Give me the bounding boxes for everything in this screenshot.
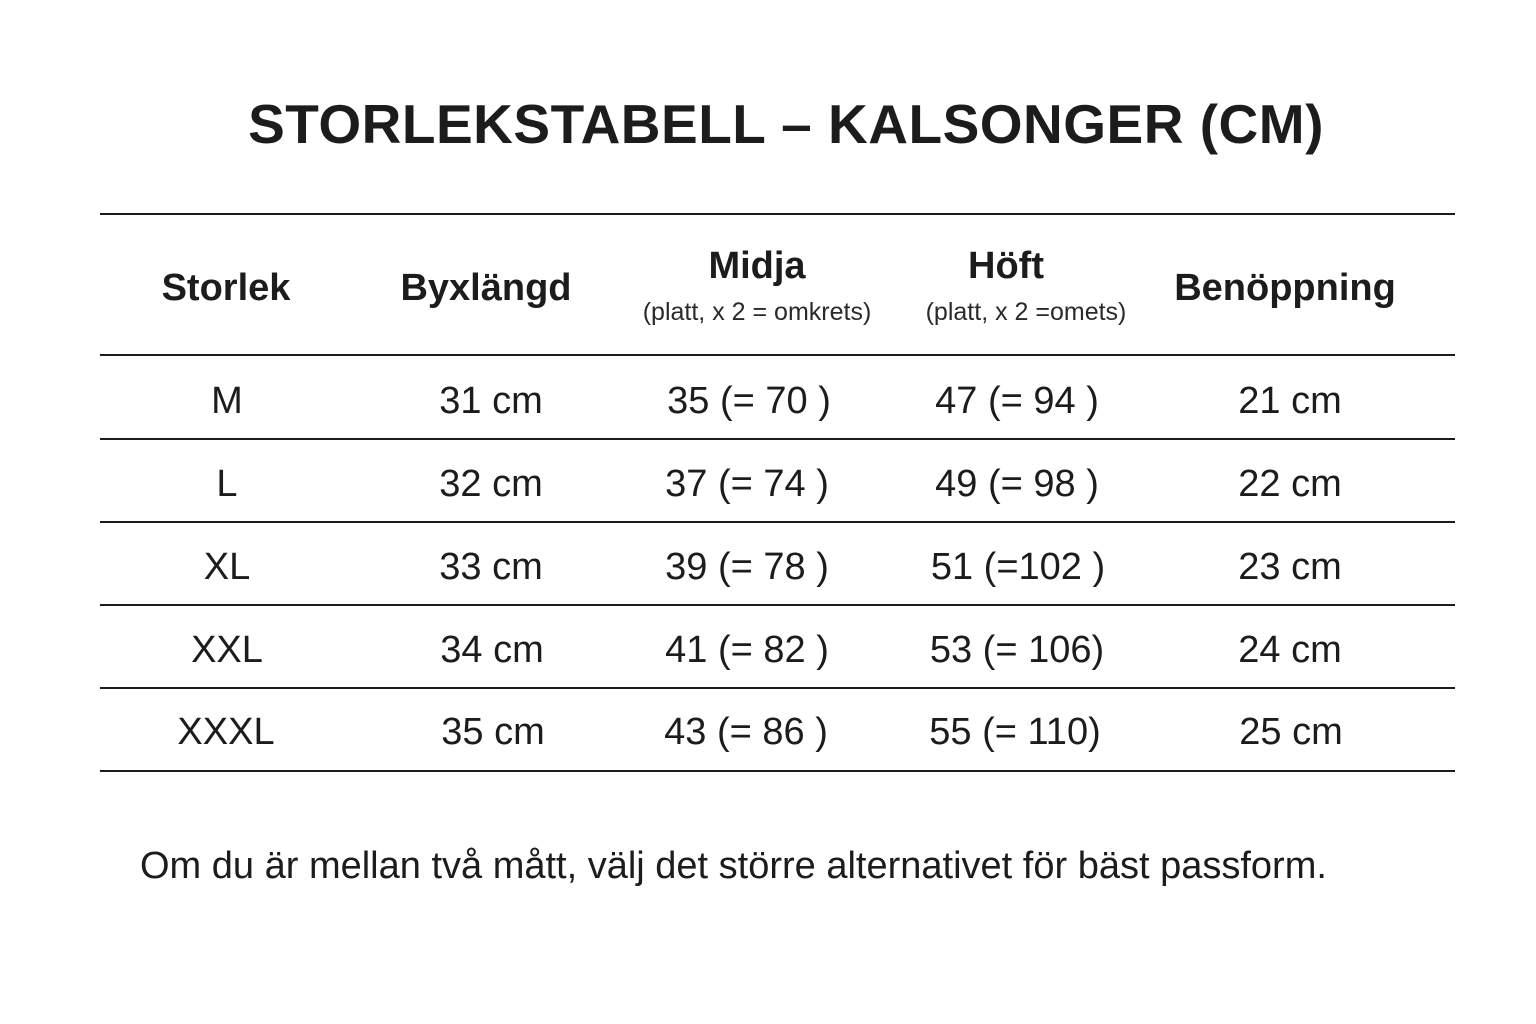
cell-storlek: XXL <box>191 629 263 671</box>
cell-hoft: 51 (=102 ) <box>930 546 1106 588</box>
cell-storlek: M <box>211 380 243 422</box>
header-byxlangd: Byxlängd <box>400 267 572 309</box>
cell-byxlangd: 35 cm <box>441 711 545 753</box>
cell-midja: 43 (= 86 ) <box>664 711 828 753</box>
cell-midja: 41 (= 82 ) <box>665 629 829 671</box>
cell-storlek: XXXL <box>177 711 275 753</box>
cell-byxlangd: 34 cm <box>440 629 544 671</box>
row-rule <box>100 604 1455 606</box>
cell-midja: 35 (= 70 ) <box>667 380 831 422</box>
cell-byxlangd: 31 cm <box>439 380 543 422</box>
cell-benoppning: 21 cm <box>1238 380 1342 422</box>
cell-storlek: XL <box>203 546 251 588</box>
table-bottom-rule <box>100 770 1455 772</box>
cell-hoft: 49 (= 98 ) <box>935 463 1099 505</box>
row-rule <box>100 521 1455 523</box>
cell-storlek: L <box>216 463 238 505</box>
cell-benoppning: 24 cm <box>1238 629 1342 671</box>
header-midja: Midja <box>708 245 806 287</box>
header-midja-note: (platt, x 2 = omkrets) <box>642 298 872 326</box>
header-hoft-note: (platt, x 2 =omets) <box>925 298 1127 326</box>
cell-benoppning: 22 cm <box>1238 463 1342 505</box>
cell-benoppning: 25 cm <box>1239 711 1343 753</box>
cell-byxlangd: 32 cm <box>439 463 543 505</box>
cell-hoft: 55 (= 110) <box>929 711 1101 753</box>
header-benoppning: Benöppning <box>1174 267 1396 309</box>
page-title: STORLEKSTABELL – KALSONGER (CM) <box>248 93 1324 155</box>
cell-byxlangd: 33 cm <box>439 546 543 588</box>
header-rule <box>100 354 1455 356</box>
cell-midja: 37 (= 74 ) <box>665 463 829 505</box>
cell-hoft: 47 (= 94 ) <box>935 380 1099 422</box>
table-top-rule <box>100 213 1455 215</box>
header-hoft: Höft <box>968 245 1044 287</box>
row-rule <box>100 687 1455 689</box>
cell-hoft: 53 (= 106) <box>929 629 1105 671</box>
fit-note: Om du är mellan två mått, välj det större alternativet för bäst passform. <box>140 845 1327 887</box>
row-rule <box>100 438 1455 440</box>
cell-benoppning: 23 cm <box>1238 546 1342 588</box>
header-storlek: Storlek <box>161 267 291 309</box>
cell-midja: 39 (= 78 ) <box>665 546 829 588</box>
